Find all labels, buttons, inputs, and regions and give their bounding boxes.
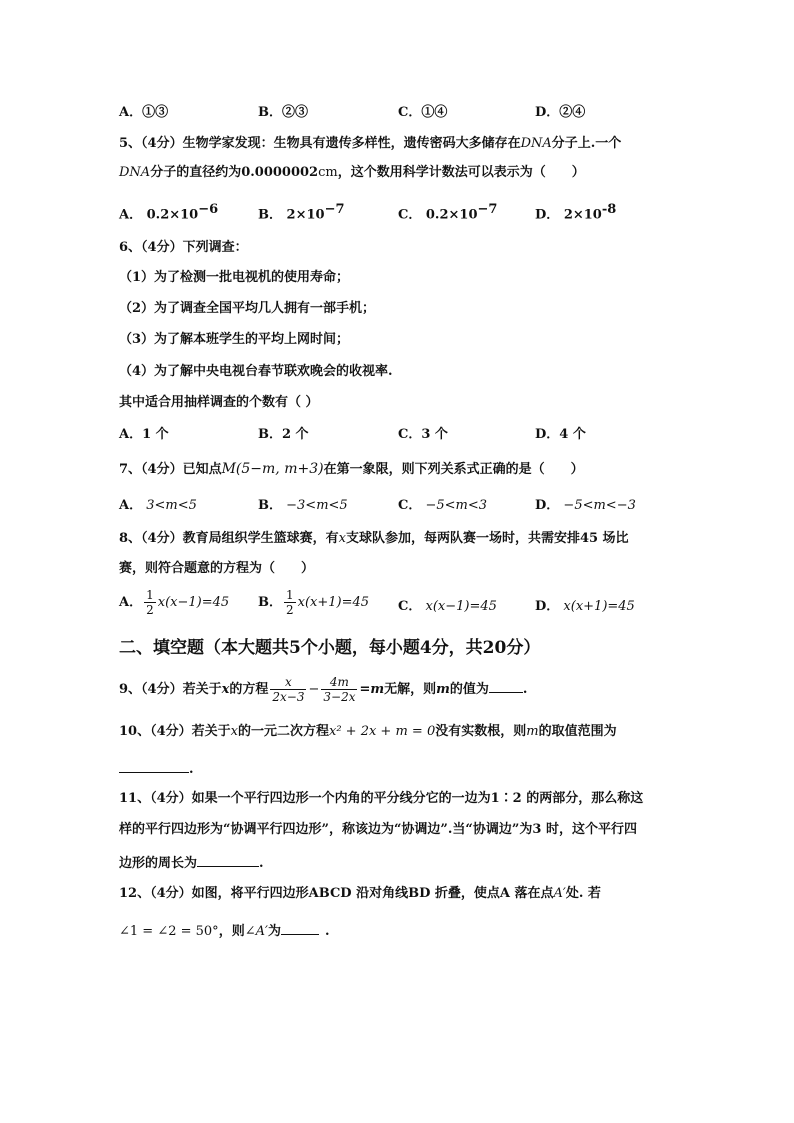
q10-answer-line [119,758,684,780]
q10-line [119,722,684,742]
q9-m: m [436,682,450,697]
q8-pre: 8、（4分）教育局组织学生篮球赛，有 [119,531,339,546]
q8-d-label: D． [535,599,560,614]
q10-pre: 10、（4分）若关于 [119,724,231,739]
q11-line3 [119,852,684,874]
q7-stem [119,459,684,480]
q11-answer-blank[interactable] [197,852,259,867]
q9-f1-den: 2x−3 [272,690,305,704]
q6-item-2: （2）为了调查全国平均几人拥有一部手机； [119,301,376,316]
q9-f2-num: 4m [329,675,349,689]
q9-mid: 的方程 [229,682,269,697]
q7-c-label: C． [398,498,422,513]
q9-minus: − [308,682,320,697]
q11-line1: 11、（4分）如果一个平行四边形一个内角的平分线分它的一边为1∶2 的两部分，那么称这 [119,791,644,806]
q10-equation: x² + 2x + m = 0 [329,724,436,739]
q5-line2 [119,163,684,183]
q10-var: x [230,724,238,739]
q9-eq: =m [359,682,385,697]
q7-option-a[interactable] [119,496,197,516]
q12-post: 为 [267,924,281,939]
q12-line1 [119,884,684,904]
q6-option-d[interactable]: D．4 个 [535,427,586,442]
q6-option-c[interactable]: C．3 个 [398,427,448,442]
q9-var: x [221,682,230,697]
q9-post1: 无解，则 [384,682,437,697]
q8-post: 支球队参加，每两队赛一场时，共需安排45 场比 [345,531,629,546]
q8-option-d[interactable] [535,597,635,617]
q5-stem-tail: 分子上.一个 [551,136,622,151]
q12-line1-tail: 处. 若 [565,886,601,901]
q7-a-label: A． [119,498,143,513]
q10-end: . [189,762,194,777]
q7-point: M(5−m, m+3) [221,461,324,477]
q9-line [119,672,684,708]
q7-option-b[interactable] [258,496,348,516]
q5-line1 [119,134,684,154]
q7-option-d[interactable] [535,496,636,516]
q4-option-b[interactable]: B．②③ [258,105,308,120]
q7-options [119,496,684,518]
q6-option-b[interactable]: B．2 个 [258,427,309,442]
q9-f1-num: x [285,675,292,689]
q4-option-c[interactable]: C．①④ [398,105,448,120]
q5-d-value: 2×10 [563,207,602,223]
q9-pre: 9、（4分）若关于 [119,682,222,697]
q10-m: m [526,724,539,739]
q8-line2: 赛，则符合题意的方程为（ ） [119,561,315,576]
q7-pre: 7、（4分）已知点 [119,462,222,477]
q8-option-b[interactable] [258,588,369,617]
q8-b-label: B． [258,595,282,610]
q10-post2: 的取值范围为 [538,724,617,739]
q6-stem: 6、（4分）下列调查： [119,240,248,255]
q10-mid: 的一元二次方程 [237,724,329,739]
q8-b-rest: x(x+1)=45 [297,595,370,610]
q12-aprime: A′ [553,886,566,901]
q4-option-d[interactable]: D．②④ [535,105,586,120]
q9-fraction-2 [321,675,357,704]
q12-end: . [324,924,330,939]
q8-option-c[interactable] [398,597,497,617]
q5-b-value: 2×10 [286,207,325,223]
q8-options [119,588,684,624]
q8-b-fraction [284,588,296,617]
q5-mid: 分子的直径约为 [150,165,242,180]
q6-options [119,425,684,445]
q12-line1-text: 12、（4分）如图，将平行四边形ABCD 沿对角线BD 折叠，使点A 落在点 [119,886,554,901]
q8-b-num: 1 [286,588,294,602]
q5-c-label: C． [398,207,422,223]
q4-options [119,103,684,123]
q6-item-1: （1）为了检测一批电视机的使用寿命； [119,270,350,285]
q5-options [119,200,684,222]
q5-d-exp: -8 [601,202,617,217]
q5-option-a[interactable] [119,200,218,225]
q12-angle-eq: ∠1 = ∠2 = 50° [119,924,219,939]
q5-option-c[interactable] [398,200,497,225]
q5-dna-2: DNA [119,165,151,180]
q5-option-b[interactable] [258,200,345,225]
q6-item-3: （3）为了解本班学生的平均上网时间； [119,332,350,347]
q8-a-den: 2 [146,603,154,617]
q8-b-den: 2 [286,603,294,617]
q7-b-value: −3<m<5 [286,498,348,513]
q8-d-value: x(x+1)=45 [563,599,635,614]
q11-line2: 样的平行四边形为“协调平行四边形”，称该边为“协调边”.当“协调边”为3 时，这个平行四 [119,822,637,837]
q5-d-label: D． [535,207,560,223]
section-2-heading: 二、填空题（本大题共5个小题，每小题4分，共20分） [119,638,541,658]
q9-f2-den: 3−2x [323,690,356,704]
q7-d-label: D． [535,498,560,513]
q6-question: 其中适合用抽样调查的个数有（ ） [119,395,319,410]
q8-c-value: x(x−1)=45 [425,599,497,614]
q8-var: x [338,531,346,546]
q12-mid: ，则 [218,924,245,939]
q7-post: 在第一象限，则下列关系式正确的是（ ） [323,462,584,477]
q11-line3-text: 边形的周长为 [119,856,198,871]
q5-stem-text: 5、（4分）生物学家发现：生物具有遗传多样性，遗传密码大多储存在 [119,136,521,151]
q12-answer-blank[interactable] [281,920,319,935]
q5-number: 0.0000002 [241,165,319,180]
q9-post2: 的值为 [449,682,489,697]
q5-unit: cm [318,165,338,180]
q7-option-c[interactable] [398,496,487,516]
q5-b-label: B． [258,207,282,223]
q5-b-exp: −7 [324,202,345,217]
q5-tail: ，这个数用科学计数法可以表示为（ ） [337,165,585,180]
q5-c-exp: −7 [477,202,498,217]
q5-dna: DNA [520,136,552,151]
q8-a-label: A． [119,595,143,610]
q5-a-label: A． [119,207,143,223]
q6-item-4: （4）为了解中央电视台春节联欢晚会的收视率. [119,364,393,379]
q5-c-value: 0.2×10 [425,207,478,223]
q5-option-d[interactable] [535,200,616,225]
q7-c-value: −5<m<3 [425,498,488,513]
q9-answer-blank[interactable] [489,678,523,693]
q8-a-fraction [144,588,156,617]
q8-line1 [119,529,684,549]
q10-post1: 没有实数根，则 [435,724,527,739]
q7-d-value: −5<m<−3 [563,498,636,513]
q9-end: . [522,682,528,697]
q6-option-a[interactable]: A．1 个 [119,427,169,442]
q5-a-exp: −6 [198,202,219,217]
q12-line2 [119,920,684,942]
q7-b-label: B． [258,498,282,513]
q8-c-label: C． [398,599,422,614]
q8-option-a[interactable] [119,588,229,617]
q10-answer-blank[interactable] [119,758,189,773]
q8-a-rest: x(x−1)=45 [157,595,230,610]
q8-a-num: 1 [146,588,154,602]
q12-angle-a: ∠A′ [244,924,268,939]
q9-fraction-1 [270,675,306,704]
q4-option-a[interactable]: A．①③ [119,105,169,120]
q7-a-value: 3<m<5 [146,498,197,513]
q11-end: . [259,856,264,871]
q5-a-value: 0.2×10 [146,207,199,223]
